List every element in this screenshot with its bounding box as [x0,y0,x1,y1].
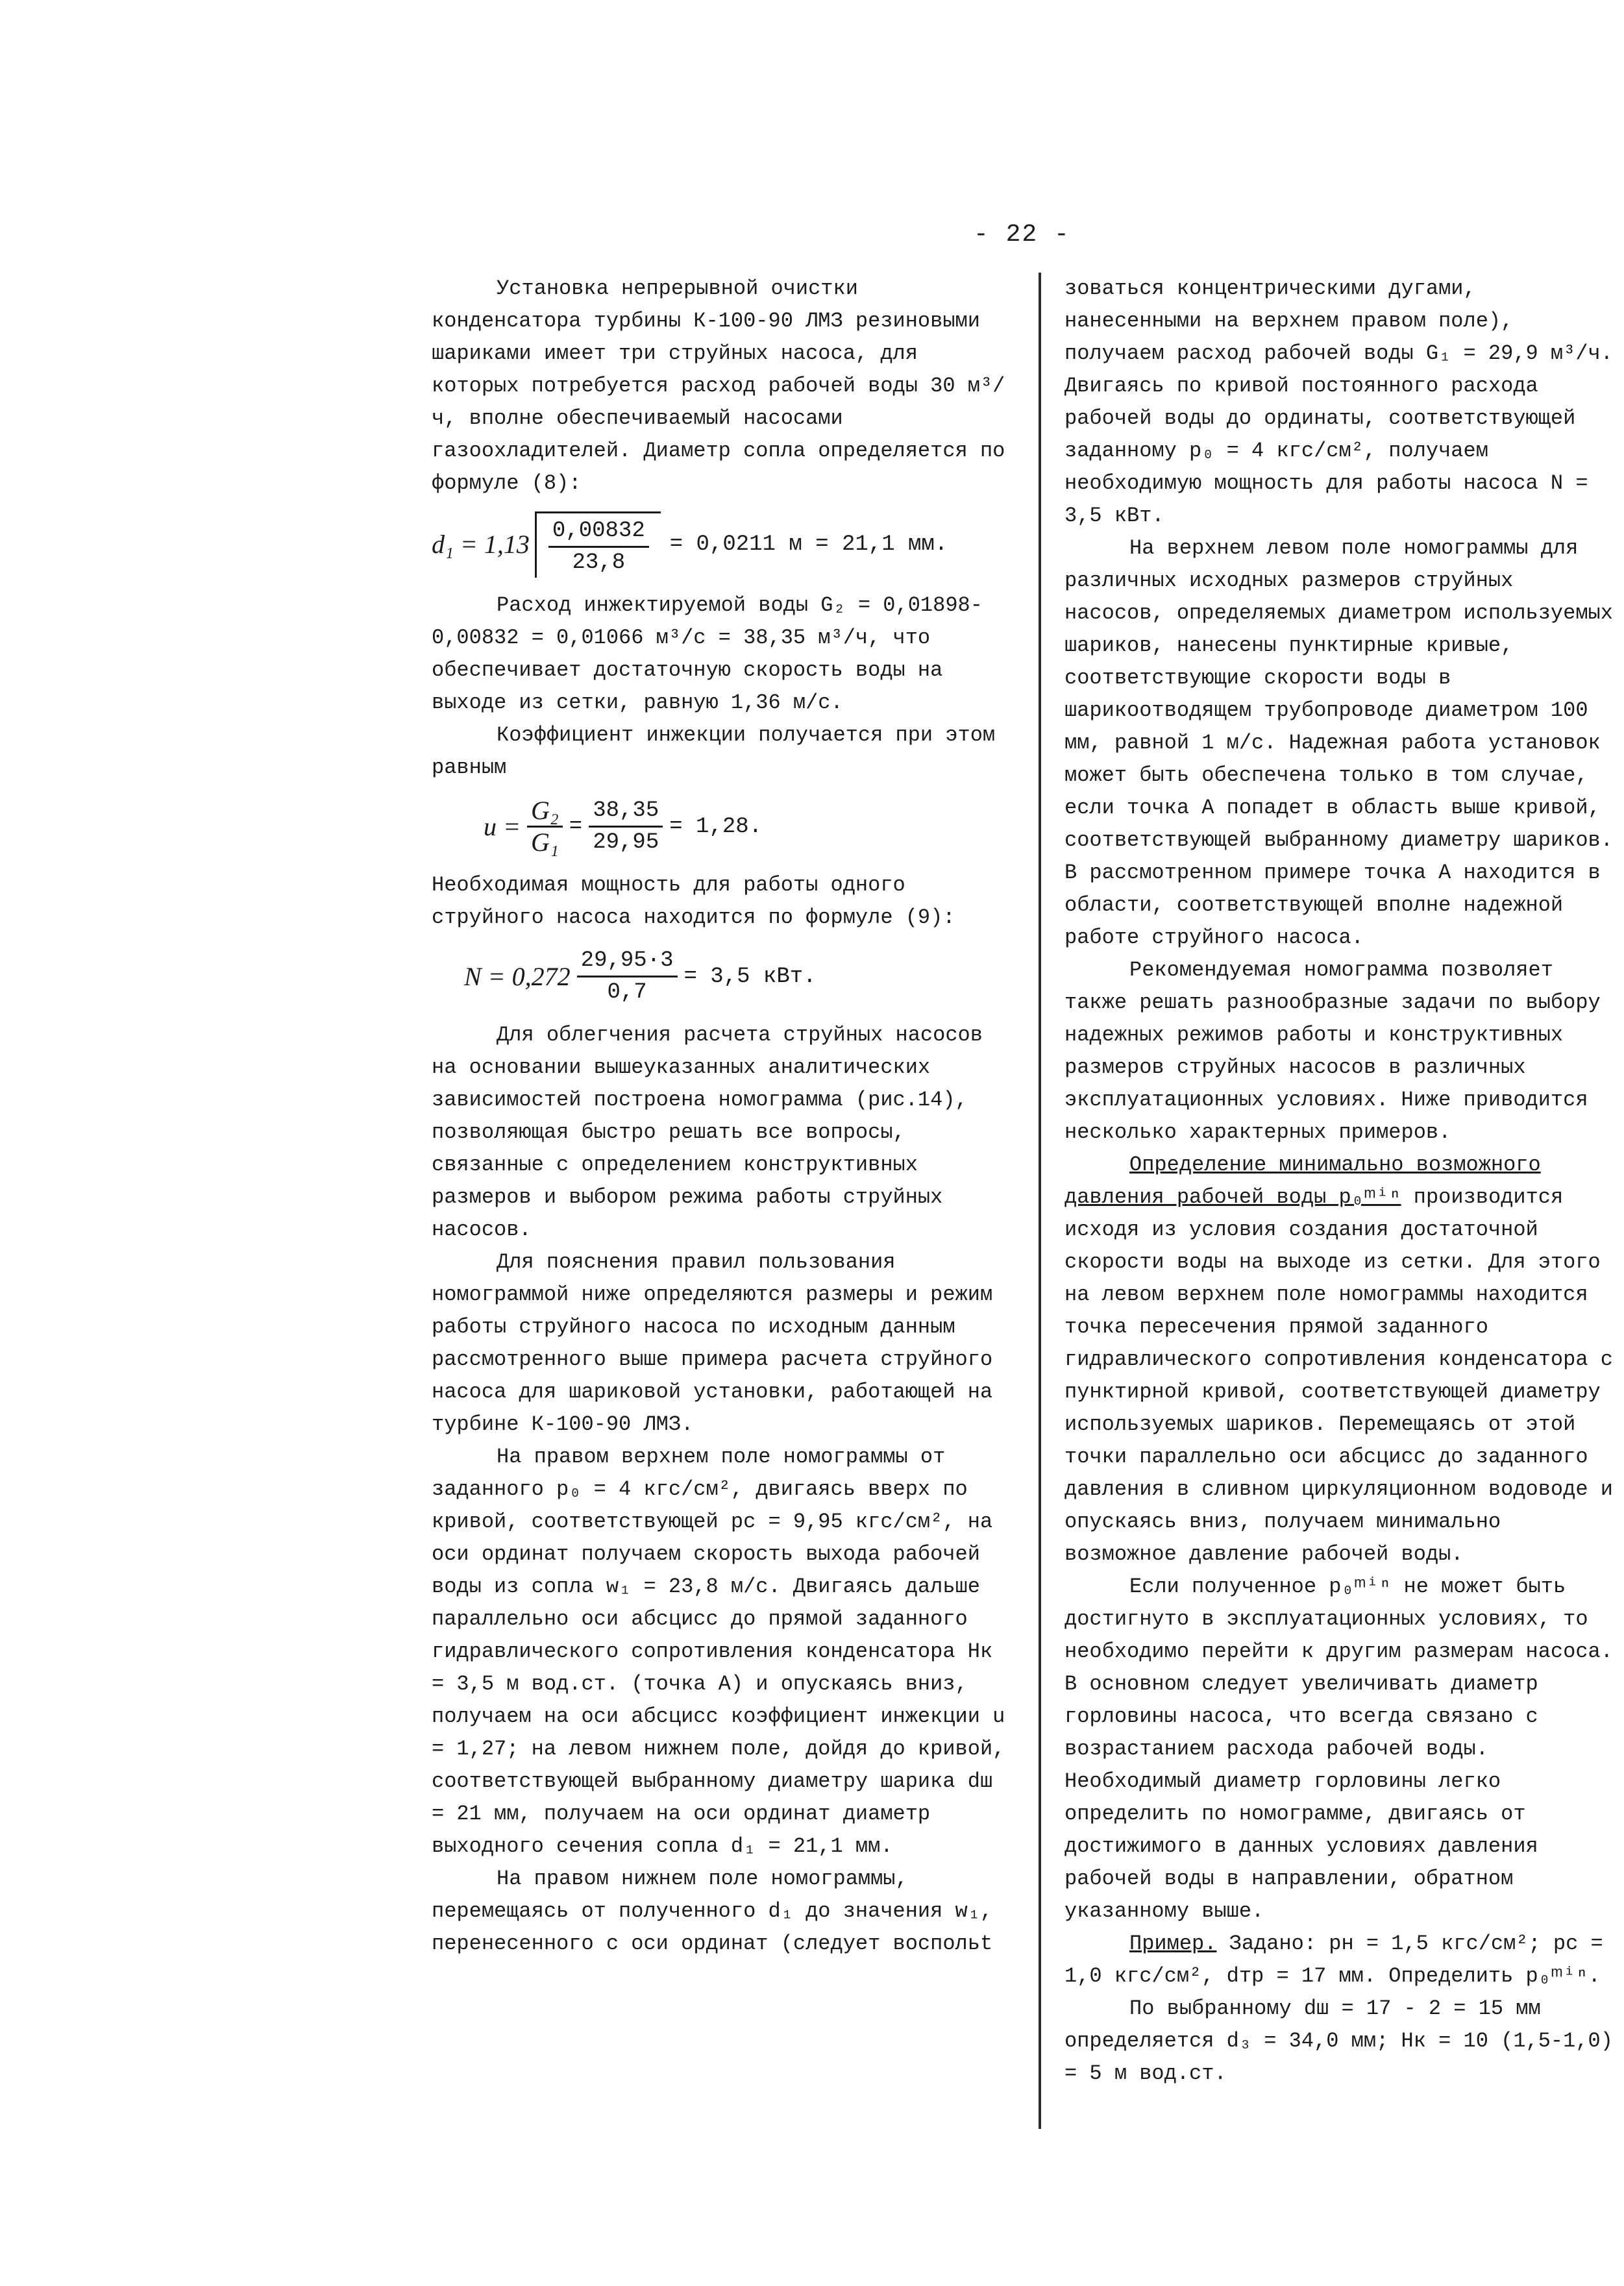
fraction [548,516,649,578]
section-heading: Определение минимально возможного давления рабочей воды p₀ᵐⁱⁿ [1064,1153,1541,1209]
paragraph [1064,1149,1613,1571]
sqrt-sign [535,511,661,578]
numerator: 38,35 [589,796,663,828]
paragraph [1064,1928,1613,1993]
page-number: - 22 - [974,221,1070,249]
numerator: 29,95·3 [577,946,678,977]
fraction [577,946,678,1007]
paragraph: Рекомендуемая номограмма позволяет также решать разнообразные задачи по выбору надежных режимов работы и конструктивных размеров струйных насосов в различных эксплуатационных условиях. Ниже приводится несколько характерных примеров. [1064,958,1601,1144]
paragraph-text: производится исходя из условия создания достаточной скорости воды на выходе из сетки. Для этого на левом верхнем поле номограммы находится точка пересечения прямой заданного гидравлического сопротивления конденсатора с пунктирной кривой, соответствующей диаметру используемых шариков. Перемещаясь от этой точки параллельно оси абсцисс до заданного давления в сливном циркуляционном водоводе и опускаясь вниз, получаем минимально возможное давление рабочей воды. [1064,1185,1613,1566]
formula-lhs: N = 0,272 [464,961,571,991]
paragraph: На правом верхнем поле номограммы от заданного p₀ = 4 кгс/см², двигаясь вверх по кривой, соответствующей pс = 9,95 кгс/см², на оси ординат получаем скорость выхода рабочей воды из сопла w₁ = 23,8 м/с. Двигаясь дальше параллельно оси абсцисс до прямой заданного гидравлического сопротивления конденсатора Hк = 3,5 м вод.ст. (точка A) и опускаясь вниз, получаем на оси абсцисс коэффициент инжекции u = 1,27; на левом нижнем поле, дойдя до кривой, соответствующей выбранному диаметру шарика dш = 21 мм, получаем на оси ординат диаметр выходного сечения сопла d₁ = 21,1 мм. [432,1445,1005,1858]
denominator: 0,7 [607,980,647,1005]
denominator: 23,8 [572,550,626,575]
denominator: 29,95 [593,830,659,855]
left-column [432,273,1013,1960]
numerator: 0,00832 [548,516,649,548]
formula-nozzle-diameter [432,511,1013,578]
paragraph: Для облегчения расчета струйных насосов на основании вышеуказанных аналитических зависимостей построена номограмма (рис.14), позволяющая быстро решать все вопросы, связанные с определением конструктивных размеров и выбором режима работы струйных насосов. [432,1023,983,1242]
paragraph: По выбранному dш = 17 - 2 = 15 мм определяется d₃ = 34,0 мм; Hк = 10 (1,5-1,0) = 5 м вод.ст. [1064,1997,1613,2085]
denominator: G₁ [531,828,559,857]
paragraph: Для пояснения правил пользования номограммой ниже определяются размеры и режим работы струйного насоса по исходным данным рассмотренного выше примера расчета струйного насоса для шариковой установки, работающей на турбине К-100-90 ЛМЗ. [432,1250,993,1436]
formula-injection-coefficient [484,796,1013,857]
equals-sign: = [569,814,583,839]
right-column [1064,273,1613,2090]
paragraph: зоваться концентрическими дугами, нанесенными на верхнем правом поле), получаем расход рабочей воды G₁ = 29,9 м³/ч. Двигаясь по кривой постоянного расхода рабочей воды до ординаты, соответствующей заданному p₀ = 4 кгс/см², получаем необходимую мощность для работы насоса N = 3,5 кВт. [1064,277,1613,528]
formula-rhs: = 3,5 кВт. [683,964,817,989]
paragraph: На правом нижнем поле номограммы, перемещаясь от полученного d₁ до значения w₁, перенесенного с оси ординат (следует воспольt [432,1867,993,1956]
fraction [589,796,663,857]
paragraph: Коэффициент инжекции получается при этом равным [432,723,996,780]
paragraph-text: Задано: pн = 1,5 кгс/см²; pс = 1,0 кгс/см², dтр = 17 мм. Определить p₀ᵐⁱⁿ. [1064,1932,1603,1988]
paragraph: Необходимая мощность для работы одного струйного насоса находится по формуле (9): [432,873,955,929]
column-divider [1039,273,1041,2129]
formula-power [464,946,1013,1007]
numerator: G₂ [527,796,563,828]
paragraph: Если полученное p₀ᵐⁱⁿ не может быть достигнуто в эксплуатационных условиях, то необходимо перейти к другим размерам насоса. В основном следует увеличивать диаметр горловины насоса, что всегда связано с возрастанием расхода рабочей воды. Необходимый диаметр горловины легко определить по номограмме, двигаясь от достижимого в данных условиях давления рабочей воды в направлении, обратном указанному выше. [1064,1575,1613,1923]
paragraph: Установка непрерывной очистки конденсатора турбины К-100-90 ЛМЗ резиновыми шариками имеет три струйных насоса, для которых потребуется расход рабочей воды 30 м³/ч, вполне обеспечиваемый насосами газоохладителей. Диаметр сопла определяется по формуле (8): [432,277,1005,495]
paragraph: На верхнем левом поле номограммы для различных исходных размеров струйных насосов, определяемых диаметром используемых шариков, нанесены пунктирные кривые, соответствующие скорости воды в шарикоотводящем трубопроводе диаметром 100 мм, равной 1 м/с. Надежная работа установок может быть обеспечена только в том случае, если точка A попадет в область выше кривой, соответствующей выбранному диаметру шариков. В рассмотренном примере точка A находится в области, соответствующей вполне надежной работе струйного насоса. [1064,536,1613,950]
paragraph: Расход инжектируемой воды G₂ = 0,01898-0,00832 = 0,01066 м³/с = 38,35 м³/ч, что обеспечивает достаточную скорость воды на выходе из сетки, равную 1,36 м/с. [432,593,983,715]
example-label: Пример. [1129,1932,1217,1956]
formula-lhs: u = [484,811,521,841]
fraction [527,796,563,857]
formula-lhs: d₁ = 1,13 [432,530,530,559]
formula-rhs: = 1,28. [669,814,763,839]
formula-rhs: = 0,0211 м = 21,1 мм. [669,532,948,557]
